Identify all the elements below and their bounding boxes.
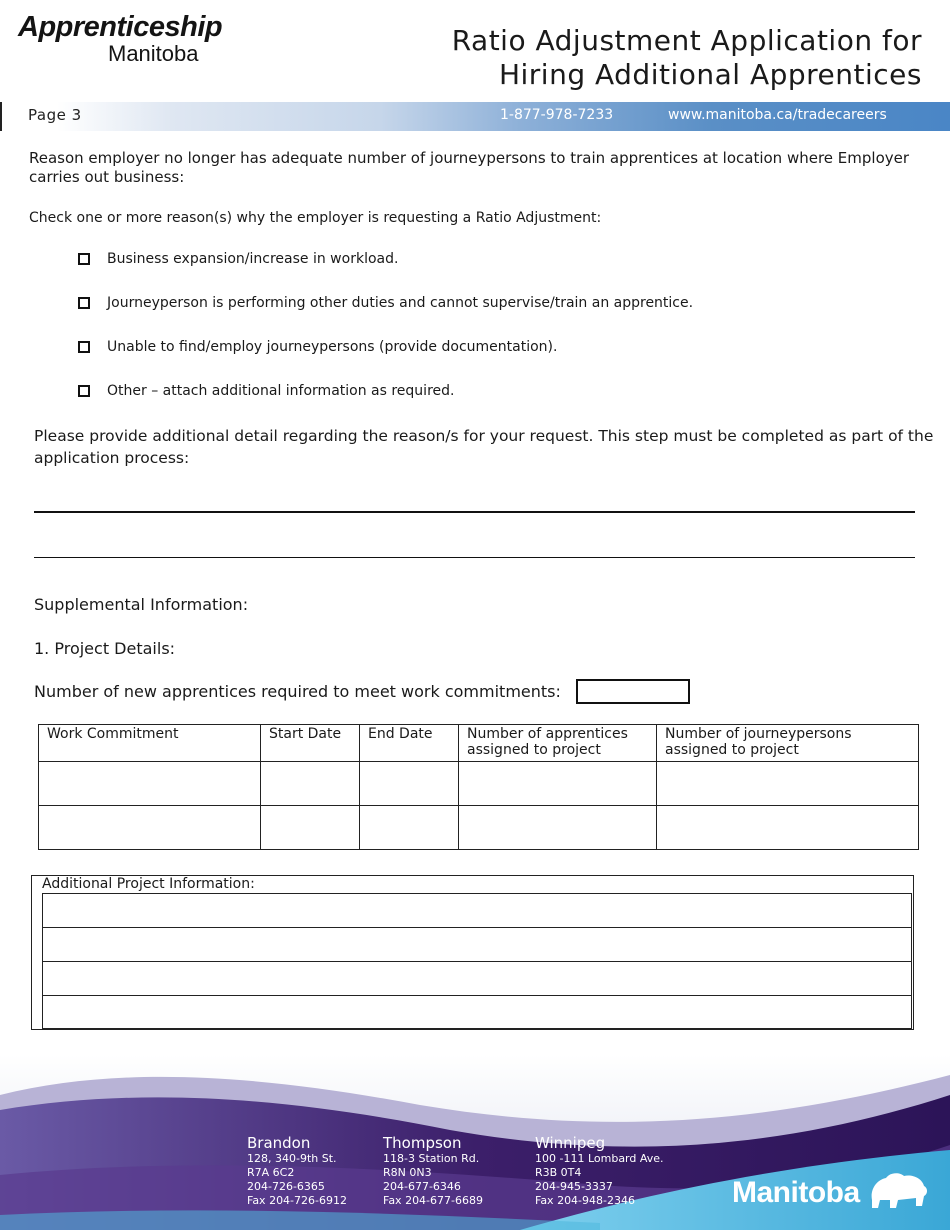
- website-link[interactable]: www.manitoba.ca/tradecareers: [668, 107, 887, 123]
- office-postal: R8N 0N3: [383, 1166, 432, 1179]
- project-details-heading: 1. Project Details:: [34, 639, 176, 658]
- detail-input-line-2[interactable]: [34, 557, 915, 558]
- additional-info-label: Additional Project Information:: [42, 876, 255, 892]
- title-line2: Hiring Additional Apprentices: [498, 58, 922, 91]
- table-cell[interactable]: [459, 806, 657, 850]
- bison-icon: [868, 1170, 930, 1210]
- office-phone: 204-726-6365: [247, 1180, 325, 1193]
- checkbox[interactable]: [78, 297, 90, 309]
- col-work-commitment: Work Commitment: [39, 725, 261, 762]
- check-prompt: Check one or more reason(s) why the employer is requesting a Ratio Adjustment:: [29, 210, 602, 226]
- reason-option-label: Business expansion/increase in workload.: [107, 251, 399, 267]
- page-title: [452, 24, 922, 92]
- table-cell[interactable]: [360, 806, 459, 850]
- col-end-date: End Date: [360, 725, 459, 762]
- reason-option-expansion[interactable]: [78, 251, 398, 267]
- table-header-row: [39, 725, 919, 762]
- reason-option-unable-to-find[interactable]: [78, 339, 557, 355]
- detail-prompt: Please provide additional detail regarding the reason/s for your request. This step must be completed as part of the application process:: [34, 427, 934, 467]
- additional-project-info: [31, 875, 914, 1030]
- table-cell[interactable]: [657, 806, 919, 850]
- office-phone: 204-677-6346: [383, 1180, 461, 1193]
- office-fax: Fax 204-677-6689: [383, 1194, 483, 1207]
- table-row: [39, 762, 919, 806]
- table-cell[interactable]: [39, 762, 261, 806]
- apprentices-required-label: Number of new apprentices required to meet work commitments:: [34, 682, 561, 701]
- supplemental-heading: Supplemental Information:: [34, 595, 249, 614]
- checkbox[interactable]: [78, 253, 90, 265]
- additional-info-line[interactable]: [42, 961, 912, 995]
- office-winnipeg: [535, 1134, 664, 1208]
- table-cell[interactable]: [261, 762, 360, 806]
- table-cell[interactable]: [657, 762, 919, 806]
- reason-option-other[interactable]: [78, 383, 454, 399]
- reason-option-label: Other – attach additional information as required.: [107, 383, 455, 399]
- col-start-date: Start Date: [261, 725, 360, 762]
- detail-input-line-1[interactable]: [34, 511, 915, 513]
- band-marker: [0, 102, 2, 131]
- logo-line2: Manitoba: [108, 41, 199, 66]
- office-postal: R7A 6C2: [247, 1166, 295, 1179]
- table-row: [39, 806, 919, 850]
- office-address: 100 -111 Lombard Ave.: [535, 1152, 664, 1165]
- reason-option-label: Unable to find/employ journeypersons (provide documentation).: [107, 339, 558, 355]
- additional-info-line[interactable]: [42, 927, 912, 961]
- office-city: Winnipeg: [535, 1134, 606, 1152]
- office-fax: Fax 204-726-6912: [247, 1194, 347, 1207]
- office-thompson: [383, 1134, 483, 1208]
- reason-option-label: Journeyperson is performing other duties and cannot supervise/train an apprentice.: [107, 295, 694, 311]
- col-apprentices-assigned: Number of apprentices assigned to project: [459, 725, 657, 762]
- page-number: Page 3: [28, 106, 82, 124]
- project-details-table: [38, 724, 919, 850]
- apprentices-required-input[interactable]: [576, 679, 690, 704]
- checkbox[interactable]: [78, 341, 90, 353]
- office-fax: Fax 204-948-2346: [535, 1194, 635, 1207]
- table-cell[interactable]: [261, 806, 360, 850]
- logo-line1: Apprenticeship: [18, 11, 223, 43]
- manitoba-logo: Manitoba: [732, 1176, 860, 1209]
- header-band: [0, 102, 950, 131]
- col-journeypersons-assigned: Number of journeypersons assigned to project: [657, 725, 919, 762]
- table-cell[interactable]: [39, 806, 261, 850]
- additional-info-line[interactable]: [42, 893, 912, 927]
- reason-option-journeyperson-duties[interactable]: [78, 295, 693, 311]
- office-address: 118-3 Station Rd.: [383, 1152, 480, 1165]
- office-brandon: [247, 1134, 347, 1208]
- checkbox[interactable]: [78, 385, 90, 397]
- office-postal: R3B 0T4: [535, 1166, 582, 1179]
- table-cell[interactable]: [360, 762, 459, 806]
- additional-info-line[interactable]: [42, 995, 912, 1029]
- phone-number: 1-877-978-7233: [500, 107, 614, 123]
- office-city: Thompson: [383, 1134, 462, 1152]
- office-phone: 204-945-3337: [535, 1180, 613, 1193]
- office-city: Brandon: [247, 1134, 311, 1152]
- apprenticeship-manitoba-logo: [18, 12, 222, 66]
- title-line1: Ratio Adjustment Application for: [451, 24, 922, 57]
- additional-info-rows: [42, 893, 912, 1029]
- table-cell[interactable]: [459, 762, 657, 806]
- office-address: 128, 340-9th St.: [247, 1152, 337, 1165]
- reason-intro: Reason employer no longer has adequate number of journeypersons to train apprentices at location where Employer carries out business:: [29, 149, 910, 186]
